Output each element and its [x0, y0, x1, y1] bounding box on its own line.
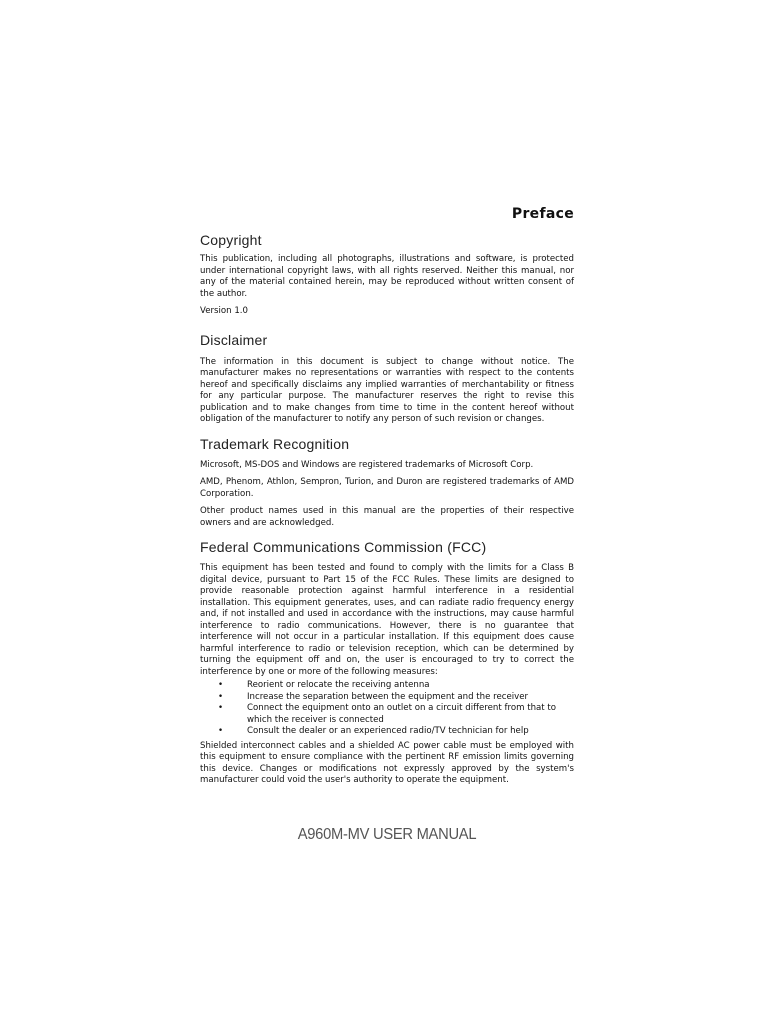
- manual-page: [200, 206, 574, 793]
- fcc-section: [200, 539, 574, 787]
- bullet-icon: •: [218, 726, 224, 736]
- trademark-paragraph: Other product names used in this manual are the properties of their respective owners and are acknowledged.: [200, 506, 574, 528]
- list-item: [200, 680, 574, 692]
- disclaimer-section: [200, 332, 574, 426]
- disclaimer-heading: Disclaimer: [200, 331, 268, 348]
- fcc-heading: Federal Communications Commission (FCC): [200, 539, 487, 555]
- bullet-icon: •: [218, 691, 224, 702]
- list-item-text: Increase the separation between the equipment and the receiver: [247, 691, 529, 702]
- list-item-text: Consult the dealer or an experienced radio/TV technician for help: [247, 726, 529, 736]
- page-footer: A960M-MV USER MANUAL: [297, 826, 477, 843]
- bullet-icon: •: [218, 703, 224, 713]
- page-title: Preface: [511, 206, 574, 222]
- disclaimer-text: The information in this document is subject to change without notice. The manufacturer makes no representations or warranties with respect to the contents hereof and specifically disclaims any implied warranties of merchantability or fitness for any particular purpose. The manufacturer reserves the right to revise this publication and to make changes from time to time in the content hereof without obligation of the manufacturer to notify any person of such revision or changes.: [200, 356, 574, 424]
- fcc-measures-list: [200, 680, 574, 738]
- copyright-heading: Copyright: [200, 232, 262, 248]
- fcc-closing: Shielded interconnect cables and a shielded AC power cable must be employed with this equipment to ensure compliance with the pertinent RF emission limits governing this device. Changes or modifications not expressly approved by the system's manufacturer could void the user's authority to operate the equipment.: [200, 740, 574, 785]
- trademark-paragraph: Microsoft, MS-DOS and Windows are registered trademarks of Microsoft Corp.: [200, 459, 534, 470]
- list-item-text: Reorient or relocate the receiving antenna: [247, 680, 430, 690]
- trademark-section: [200, 436, 574, 530]
- fcc-intro: This equipment has been tested and found to comply with the limits for a Class B digital device, pursuant to Part 15 of the FCC Rules. These limits are designed to provide reasonable protection against harmful interference in a residential installation. This equipment generates, uses, and can radiate radio frequency energy and, if not installed and used in accordance with the instructions, may cause harmful interference to radio communications. However, there is no guarantee that interference will not occur in a particular installation. If this equipment does cause harmful interference to radio or television reception, which can be determined by turning the equipment off and on, the user is encouraged to try to correct the interference by one or more of the following measures:: [200, 563, 574, 677]
- version-text: Version 1.0: [200, 306, 248, 316]
- trademark-paragraph: AMD, Phenom, Athlon, Sempron, Turion, and Duron are registered trademarks of AMD Corporation.: [200, 477, 574, 499]
- copyright-text: This publication, including all photographs, illustrations and software, is protected under international copyright laws, with all rights reserved. Neither this manual, nor any of the material contained herein, may be reproduced without written consent of the author.: [200, 254, 574, 299]
- trademark-heading: Trademark Recognition: [200, 435, 350, 452]
- list-item: [200, 726, 574, 738]
- list-item: [200, 692, 574, 704]
- list-item: [200, 703, 574, 726]
- copyright-section: [200, 232, 574, 318]
- bullet-icon: •: [218, 680, 224, 690]
- list-item-text: Connect the equipment onto an outlet on a circuit different from that to which the receiver is connected: [247, 703, 557, 725]
